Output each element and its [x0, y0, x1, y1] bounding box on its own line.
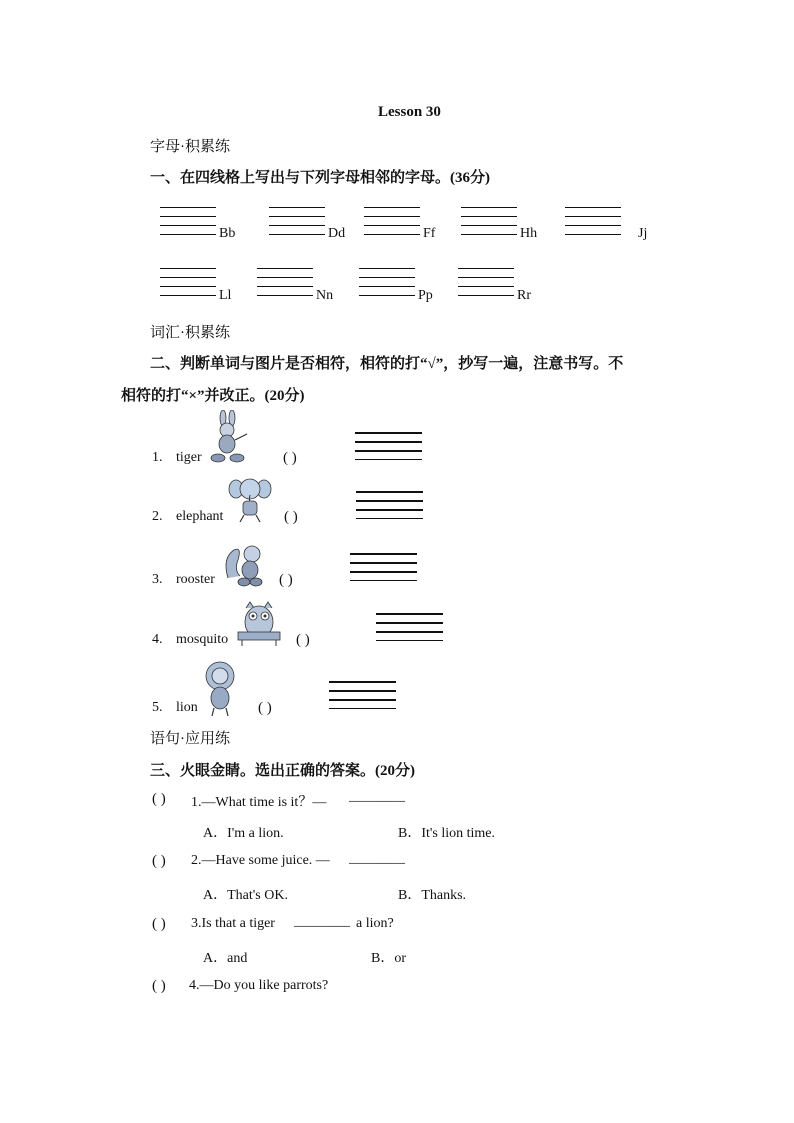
letter-label: Rr — [517, 288, 531, 303]
item-word: rooster — [176, 572, 215, 587]
option-b[interactable]: B．Thanks. — [398, 888, 467, 903]
section-heading-letters: 字母·积累练 — [150, 139, 230, 155]
item-word: mosquito — [176, 632, 229, 647]
option-a[interactable]: A．I'm a lion. — [203, 826, 284, 841]
writing-grid[interactable] — [376, 611, 443, 643]
item-number: 2. — [152, 509, 163, 524]
answer-parentheses[interactable]: ( ) — [283, 450, 297, 466]
four-line-grid[interactable] — [257, 266, 313, 298]
item-word: lion — [176, 700, 198, 715]
question-2-line2: 相符的打“×”并改正。(20分) — [121, 388, 305, 404]
item-number: 5. — [152, 700, 163, 715]
letter-label: Dd — [328, 226, 346, 241]
question-stem: 1.—What time is it？— — [191, 795, 327, 810]
letter-label: Ff — [423, 226, 436, 241]
letter-label: Ll — [219, 288, 232, 303]
four-line-grid[interactable] — [160, 205, 216, 237]
letter-label: Nn — [316, 288, 334, 303]
section-heading-sentences: 语句·应用练 — [150, 731, 230, 747]
answer-parentheses[interactable]: ( ) — [152, 853, 166, 869]
rabbit-icon — [205, 410, 251, 466]
letter-label: Pp — [418, 288, 433, 303]
lion-icon — [200, 660, 240, 718]
question-1: 一、在四线格上写出与下列字母相邻的字母。(36分) — [150, 170, 490, 186]
question-stem-after: a lion? — [356, 916, 394, 931]
answer-blank[interactable]: ________ — [349, 789, 405, 804]
owl-icon — [234, 600, 284, 648]
four-line-grid[interactable] — [461, 205, 517, 237]
four-line-grid[interactable] — [565, 205, 621, 237]
answer-parentheses[interactable]: ( ) — [296, 632, 310, 648]
four-line-grid[interactable] — [359, 266, 415, 298]
four-line-grid[interactable] — [364, 205, 420, 237]
question-2-line1: 二、判断单词与图片是否相符，相符的打“√”，抄写一遍，注意书写。不 — [150, 356, 624, 372]
item-number: 4. — [152, 632, 163, 647]
writing-grid[interactable] — [329, 679, 396, 711]
item-word: tiger — [176, 450, 202, 465]
elephant-icon — [228, 475, 272, 523]
section-heading-vocab: 词汇·积累练 — [150, 325, 230, 341]
four-line-grid[interactable] — [160, 266, 216, 298]
item-word: elephant — [176, 509, 224, 524]
writing-grid[interactable] — [355, 430, 422, 462]
page-title: Lesson 30 — [378, 104, 441, 120]
squirrel-icon — [222, 540, 268, 588]
answer-blank[interactable]: ________ — [349, 851, 405, 866]
answer-parentheses[interactable]: ( ) — [152, 916, 166, 932]
question-stem: 4.—Do you like parrots? — [189, 978, 329, 993]
writing-grid[interactable] — [350, 551, 417, 583]
answer-parentheses[interactable]: ( ) — [279, 572, 293, 588]
letter-label: Jj — [638, 226, 648, 241]
letter-label: Hh — [520, 226, 538, 241]
answer-blank[interactable]: ________ — [294, 914, 350, 929]
answer-parentheses[interactable]: ( ) — [284, 509, 298, 525]
writing-grid[interactable] — [356, 489, 423, 521]
answer-parentheses[interactable]: ( ) — [152, 978, 166, 994]
option-b[interactable]: B．It's lion time. — [398, 826, 496, 841]
option-b[interactable]: B．or — [371, 951, 406, 966]
question-3: 三、火眼金睛。选出正确的答案。(20分) — [150, 763, 415, 779]
letter-label: Bb — [219, 226, 236, 241]
option-a[interactable]: A．and — [203, 951, 248, 966]
answer-parentheses[interactable]: ( ) — [258, 700, 272, 716]
question-stem: 3.Is that a tiger — [191, 916, 275, 931]
item-number: 3. — [152, 572, 163, 587]
question-stem: 2.—Have some juice. — — [191, 853, 330, 868]
four-line-grid[interactable] — [458, 266, 514, 298]
four-line-grid[interactable] — [269, 205, 325, 237]
answer-parentheses[interactable]: ( ) — [152, 791, 166, 807]
option-a[interactable]: A．That's OK. — [203, 888, 288, 903]
item-number: 1. — [152, 450, 163, 465]
